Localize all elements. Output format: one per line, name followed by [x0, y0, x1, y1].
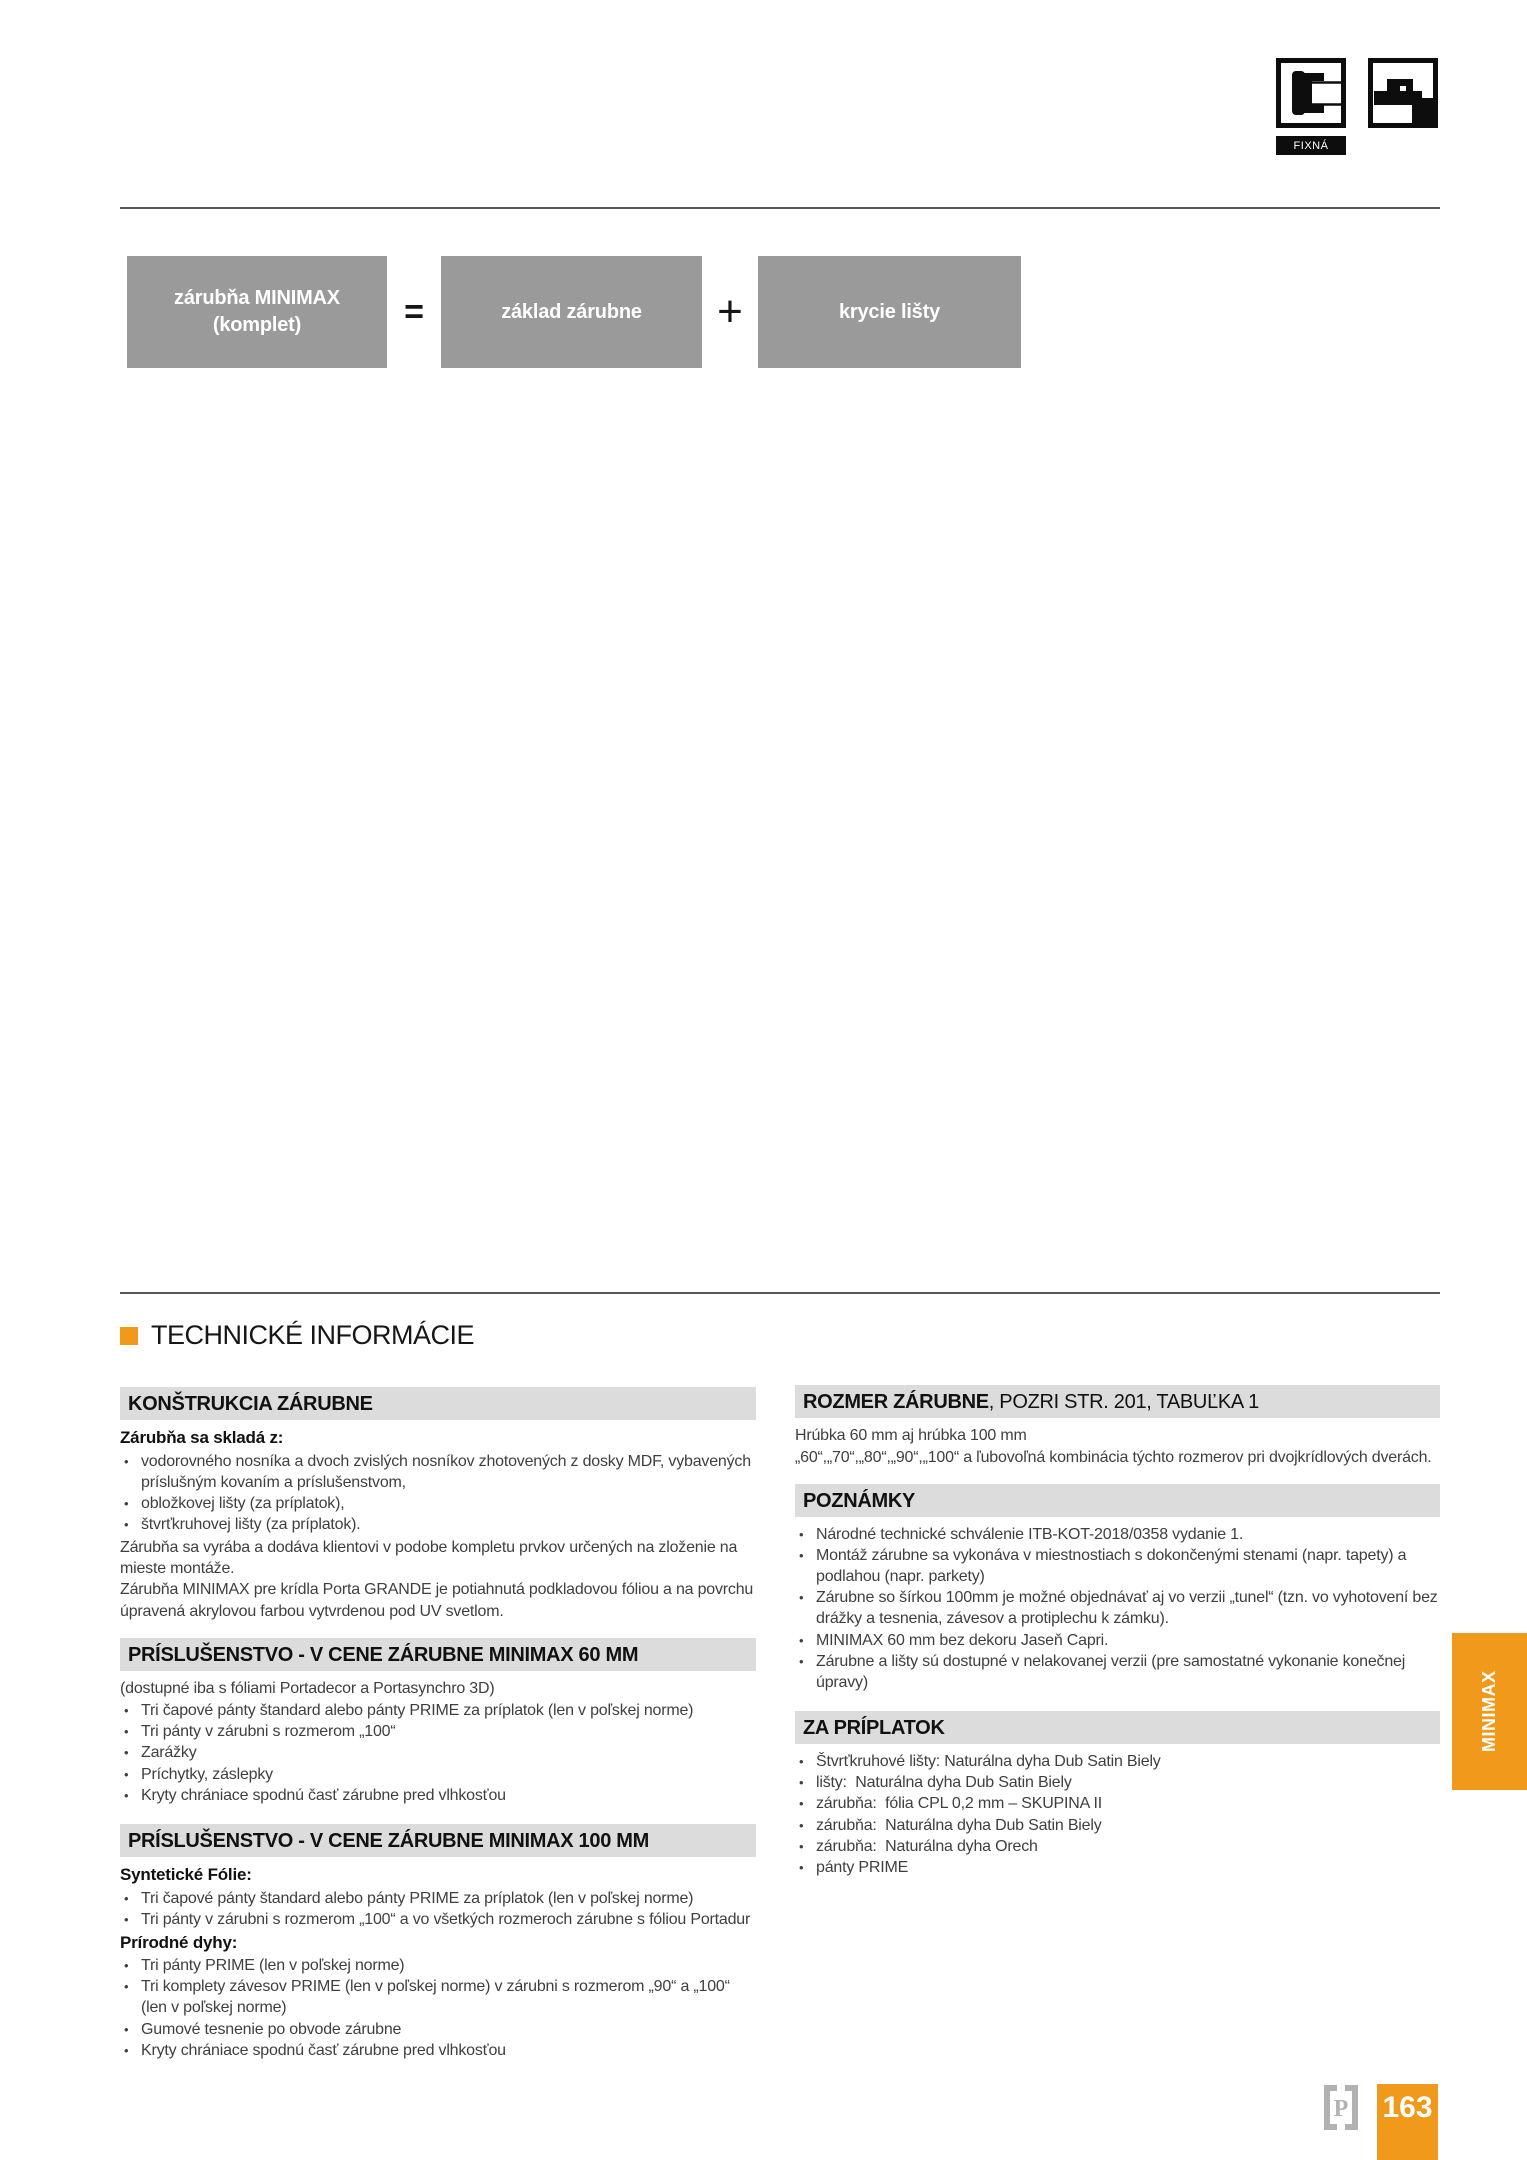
bullet-text: Montáž zárubne sa vykonáva v miestnostiach s dokončenými stenami (napr. tapety) a podlahou (napr. parkety) [816, 1547, 1411, 1586]
construction-paragraph-2: Zárubňa MINIMAX pre krídla Porta GRANDE je potiahnutá podkladovou fóliou a na povrchu úpravená akrylovou farbou vytvrdenou pod UV svetlom. [120, 1581, 758, 1620]
technical-info-heading [120, 1320, 474, 1351]
accessories-60mm-bullet [120, 1785, 756, 1806]
bullet-dot-icon: • [799, 1653, 804, 1669]
accessories-60mm-bullet [120, 1742, 756, 1763]
diagram-box-complete-frame [127, 256, 387, 368]
bullet-text: zárubňa: Naturálna dyha Orech [816, 1837, 1038, 1855]
bullet-text: Gumové tesnenie po obvode zárubne [141, 2020, 402, 2038]
page-number: 163 [1382, 2091, 1433, 2124]
bullet-dot-icon: • [124, 1911, 129, 1927]
construction-intro: Zárubňa sa skladá z: [120, 1428, 284, 1448]
right-column [795, 1385, 1440, 1880]
bullet-dot-icon: • [799, 1590, 804, 1606]
frame-size-header [795, 1385, 1440, 1418]
bullet-text: MINIMAX 60 mm bez dekoru Jaseň Capri. [816, 1631, 1109, 1649]
bullet-text: Tri pánty PRIME (len v poľskej norme) [141, 1957, 405, 1975]
bullet-dot-icon: • [799, 1775, 804, 1791]
bullet-text: Tri pánty v zárubni s rozmerom „100“ [141, 1723, 396, 1741]
bullet-dot-icon: • [124, 1958, 129, 1974]
frame-size-line-1: Hrúbka 60 mm aj hrúbka 100 mm [795, 1427, 1027, 1445]
porta-logo-icon [1322, 2085, 1360, 2130]
construction-header: KONŠTRUKCIA ZÁRUBNE [120, 1387, 756, 1420]
bullet-text: vodorovného nosníka a dvoch zvislých nosníkov zhotovených z dosky MDF, vybavených príslušným kovaním a príslušenstvom, [141, 1452, 756, 1491]
bullet-dot-icon: • [124, 2042, 129, 2058]
bullet-dot-icon: • [124, 2021, 129, 2037]
bullet-dot-icon: • [124, 1979, 129, 1995]
synthetic-foils-bullet [120, 1909, 756, 1930]
bullet-dot-icon: • [124, 1703, 129, 1719]
diagram-box-frame-base [441, 256, 702, 368]
natural-veneers-bullet [120, 2019, 756, 2040]
bullet-dot-icon: • [124, 1517, 129, 1533]
diagram-box1-line1: zárubňa MINIMAX [174, 287, 340, 309]
bullet-dot-icon: • [124, 1890, 129, 1906]
construction-bullet [120, 1493, 756, 1514]
bullet-dot-icon: • [799, 1796, 804, 1812]
minimax-side-tab [1452, 1633, 1527, 1790]
bullet-text: Štvrťkruhové lišty: Naturálna dyha Dub Satin Biely [816, 1753, 1161, 1771]
surcharge-bullet [795, 1751, 1440, 1772]
natural-veneers-bullet [120, 2040, 756, 2061]
surcharge-bullet [795, 1772, 1440, 1793]
bullet-text: Zárubne a lišty sú dostupné v nelakovanej verzii (pre samostatné vykonanie konečnej úpravy) [816, 1652, 1410, 1691]
bullet-text: Tri čapové pánty štandard alebo pánty PRIME za príplatok (len v poľskej norme) [141, 1702, 694, 1720]
fixed-frame-icon [1276, 58, 1346, 128]
bullet-dot-icon: • [124, 1745, 129, 1761]
notes-bullet [795, 1630, 1440, 1651]
orange-square-bullet-icon [120, 1327, 138, 1345]
construction-bullet [120, 1514, 756, 1535]
surcharge-bullet-list [795, 1751, 1440, 1878]
bullet-text: Tri komplety závesov PRIME (len v poľskej norme) v zárubni s rozmerom „90“ a „100“ (len v poľskej norme) [141, 1978, 734, 2017]
bullet-dot-icon: • [799, 1838, 804, 1854]
construction-paragraph-1: Zárubňa sa vyrába a dodáva klientovi v podobe kompletu prvkov určených na zloženie na mieste montáže. [120, 1539, 742, 1578]
bullet-dot-icon: • [799, 1754, 804, 1770]
bullet-text: Národné technické schválenie ITB-KOT-2018/0358 vydanie 1. [816, 1526, 1244, 1543]
bullet-dot-icon: • [124, 1496, 129, 1512]
bullet-dot-icon: • [799, 1859, 804, 1875]
natural-veneers-bullet [120, 1955, 756, 1976]
synthetic-foils-subhead: Syntetické Fólie: [120, 1865, 252, 1885]
section-title: TECHNICKÉ INFORMÁCIE [151, 1320, 475, 1350]
accessories-60mm-header: PRÍSLUŠENSTVO - V CENE ZÁRUBNE MINIMAX 60 MM [120, 1638, 756, 1671]
bullet-text: štvrťkruhovej lišty (za príplatok). [141, 1516, 361, 1534]
surcharge-bullet [795, 1857, 1440, 1878]
bullet-text: Tri čapové pánty štandard alebo pánty PRIME za príplatok (len v poľskej norme) [141, 1889, 694, 1907]
notes-bullet [795, 1651, 1440, 1693]
bullet-dot-icon: • [124, 1787, 129, 1803]
plus-sign: + [717, 287, 743, 336]
notes-header: POZNÁMKY [795, 1484, 1440, 1517]
bullet-dot-icon: • [124, 1766, 129, 1782]
accessories-60mm-bullet [120, 1700, 756, 1721]
diagram-box1-line2: (komplet) [212, 314, 302, 336]
bullet-dot-icon: • [799, 1632, 804, 1648]
accessories-60mm-note: (dostupné iba s fóliami Portadecor a Portasynchro 3D) [120, 1680, 495, 1698]
surcharge-bullet [795, 1815, 1440, 1836]
diagram-box-cover-strips [758, 256, 1021, 368]
fixed-frame-badge-label: FIXNÁ [1293, 139, 1329, 152]
fixed-frame-badge [1276, 136, 1346, 155]
bullet-text: Kryty chrániace spodnú časť zárubne pred vlhkosťou [141, 2041, 506, 2059]
middle-divider [120, 1292, 1440, 1294]
surcharge-bullet [795, 1836, 1440, 1857]
bullet-text: obložkovej lišty (za príplatok), [141, 1495, 345, 1513]
svg-text:P: P [1333, 2096, 1349, 2122]
minimax-side-tab-label: MINIMAX [1479, 1670, 1499, 1753]
top-divider [120, 207, 1440, 209]
page-number-badge [1377, 2084, 1438, 2160]
notes-bullet [795, 1524, 1440, 1545]
bullet-dot-icon: • [124, 1453, 129, 1469]
bullet-text: pánty PRIME [816, 1858, 909, 1876]
bullet-text: Kryty chrániace spodnú časť zárubne pred vlhkosťou [141, 1786, 506, 1804]
surcharge-header: ZA PRÍPLATOK [795, 1711, 1440, 1744]
accessories-100mm-header: PRÍSLUŠENSTVO - V CENE ZÁRUBNE MINIMAX 100 MM [120, 1824, 756, 1857]
construction-bullet-list [120, 1451, 756, 1535]
accessories-60mm-bullet-list [120, 1700, 756, 1806]
bullet-text: zárubňa: fólia CPL 0,2 mm – SKUPINA II [816, 1795, 1102, 1813]
diagram-box2-label: základ zárubne [501, 300, 642, 323]
natural-veneers-bullet-list [120, 1955, 756, 2061]
notes-bullet-list [795, 1524, 1440, 1693]
left-column [120, 1387, 756, 2063]
frame-size-line-2: „60“,„70“,„80“,„90“,„100“ a ľubovoľná kombinácia týchto rozmerov pri dvojkrídlových dverách. [795, 1448, 1432, 1466]
bullet-dot-icon: • [799, 1817, 804, 1833]
equals-sign: = [404, 292, 424, 331]
accessories-60mm-bullet [120, 1721, 756, 1742]
accessories-60mm-bullet [120, 1764, 756, 1785]
frame-profile-icon [1368, 58, 1438, 128]
bullet-text: lišty: Naturálna dyha Dub Satin Biely [816, 1774, 1072, 1792]
construction-bullet [120, 1451, 756, 1493]
bullet-text: zárubňa: Naturálna dyha Dub Satin Biely [816, 1816, 1102, 1834]
diagram-box3-label: krycie lišty [838, 300, 940, 323]
bullet-dot-icon: • [799, 1548, 804, 1564]
frame-size-header-rest: , POZRI STR. 201, TABUĽKA 1 [988, 1391, 1259, 1413]
surcharge-bullet [795, 1793, 1440, 1814]
bullet-text: Zarážky [141, 1744, 197, 1762]
bullet-text: Príchytky, záslepky [141, 1765, 273, 1783]
notes-bullet [795, 1587, 1440, 1629]
notes-bullet [795, 1545, 1440, 1587]
bullet-dot-icon: • [124, 1724, 129, 1740]
frame-size-header-bold: ROZMER ZÁRUBNE [803, 1391, 989, 1413]
synthetic-foils-bullet-list [120, 1888, 756, 1930]
bullet-text: Tri pánty v zárubni s rozmerom „100“ a vo všetkých rozmeroch zárubne s fóliou Portadur [141, 1910, 751, 1928]
natural-veneers-bullet [120, 1976, 756, 2018]
natural-veneers-subhead: Prírodné dyhy: [120, 1932, 238, 1952]
bullet-text: Zárubne so šírkou 100mm je možné objednávať aj vo verzii „tunel“ (tzn. vo vyhotovení bez drážky a tesnenia, závesov a protiplechu k zámku). [816, 1589, 1442, 1628]
bullet-dot-icon: • [799, 1527, 804, 1542]
synthetic-foils-bullet [120, 1888, 756, 1909]
